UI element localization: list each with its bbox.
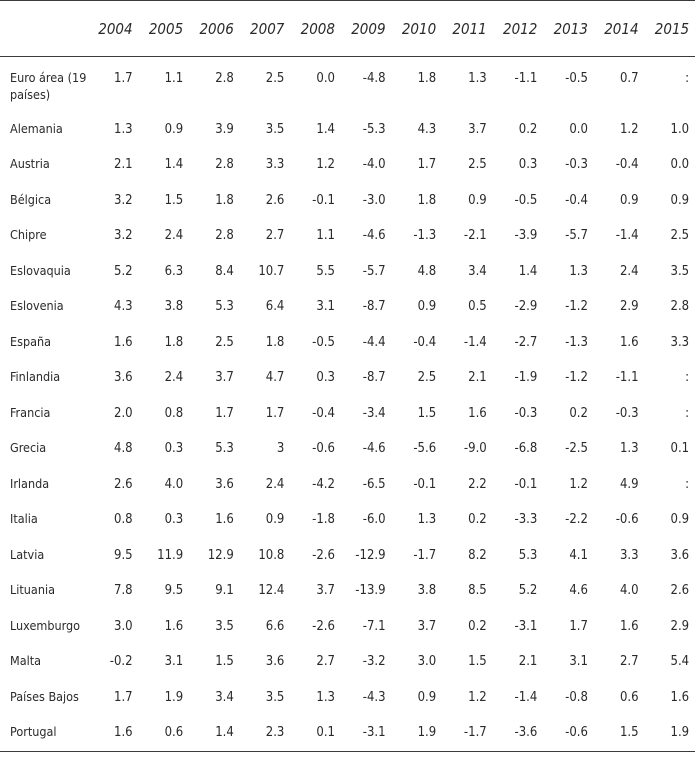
value-cell-2012: 5.3 bbox=[518, 547, 538, 563]
value-cell-2004: 1.6 bbox=[88, 715, 139, 751]
value-cell-2014: 1.2 bbox=[619, 121, 639, 137]
value-cell-2007: 3.5 bbox=[265, 121, 285, 137]
value-cell-2006: 2.5 bbox=[215, 334, 234, 350]
value-cell-2009: -4.8 bbox=[362, 71, 386, 86]
table-row bbox=[0, 538, 695, 574]
value-cell-2007: 1.8 bbox=[265, 334, 285, 350]
value-cell-2006: 12.9 bbox=[207, 547, 234, 563]
value-cell-2006: 2.8 bbox=[215, 157, 234, 172]
country-label: Latvia bbox=[10, 546, 45, 562]
value-cell-2007: 1.7 bbox=[265, 405, 285, 421]
value-cell-2008: 1.4 bbox=[316, 121, 335, 137]
value-cell-2012: -6.8 bbox=[514, 441, 538, 456]
value-cell-2008: 0.1 bbox=[290, 715, 341, 751]
value-cell-2014: 4.0 bbox=[619, 583, 639, 598]
value-cell-2004: 3.2 bbox=[114, 192, 133, 208]
table-row bbox=[0, 183, 695, 219]
value-cell-2011: 8.2 bbox=[468, 547, 487, 563]
value-cell-2015: 0.1 bbox=[670, 441, 690, 456]
value-cell-2011: 1.6 bbox=[468, 405, 487, 421]
value-cell-2011: 1.2 bbox=[468, 689, 487, 705]
value-cell-2007: 4.7 bbox=[265, 370, 285, 385]
value-cell-2010: 0.9 bbox=[417, 689, 437, 705]
value-cell-2009: -4.3 bbox=[362, 689, 386, 705]
value-cell-2010: 3.0 bbox=[417, 654, 437, 669]
value-cell-2005: 3.8 bbox=[164, 299, 184, 314]
table-row bbox=[0, 431, 695, 467]
value-cell-2012: 0.3 bbox=[518, 157, 538, 172]
value-cell-2009: -4.6 bbox=[362, 228, 386, 243]
value-cell-2007: 3.6 bbox=[265, 654, 285, 669]
value-cell-2012: 1.4 bbox=[518, 263, 538, 279]
value-cell-2007: 12.4 bbox=[258, 583, 285, 598]
table-row bbox=[0, 573, 695, 609]
country-label: Euro área (19 países) bbox=[10, 70, 87, 102]
table-row bbox=[0, 644, 695, 680]
year-header-2015: 2015 bbox=[645, 1, 695, 57]
value-cell-2005: 0.6 bbox=[139, 715, 190, 751]
country-label: España bbox=[10, 333, 52, 349]
year-header-2010: 2010 bbox=[392, 1, 443, 57]
value-cell-2015: 1.6 bbox=[670, 689, 690, 705]
value-cell-2014: 1.6 bbox=[619, 618, 639, 634]
country-column-header bbox=[0, 1, 88, 57]
value-cell-2012: -1.4 bbox=[514, 689, 538, 705]
value-cell-2013: 3.1 bbox=[569, 654, 588, 669]
value-cell-2012: -3.9 bbox=[514, 228, 538, 243]
value-cell-2004: 0.8 bbox=[114, 512, 133, 527]
country-label: Finlandia bbox=[10, 369, 61, 384]
value-cell-2008: 3.1 bbox=[316, 299, 335, 314]
value-cell-2008: 3.7 bbox=[316, 583, 335, 598]
value-cell-2006: 3.5 bbox=[215, 618, 234, 634]
value-cell-2015: 3.6 bbox=[670, 547, 690, 563]
value-cell-2006: 1.4 bbox=[189, 715, 240, 751]
value-cell-2006: 5.3 bbox=[215, 299, 234, 314]
value-cell-2004: 2.0 bbox=[114, 405, 133, 421]
value-cell-2008: 0.0 bbox=[316, 71, 335, 86]
value-cell-2005: 9.5 bbox=[164, 583, 184, 598]
value-cell-2013: -1.2 bbox=[565, 370, 588, 385]
value-cell-2011: -1.4 bbox=[463, 334, 487, 350]
value-cell-2005: 1.5 bbox=[164, 192, 184, 208]
country-label: Malta bbox=[10, 653, 42, 668]
value-cell-2004: 1.7 bbox=[114, 689, 133, 705]
value-cell-2011: 2.2 bbox=[468, 476, 487, 492]
value-cell-2009: -3.4 bbox=[362, 405, 386, 421]
year-header-2005: 2005 bbox=[139, 1, 190, 57]
value-cell-2014: 2.7 bbox=[619, 654, 639, 669]
value-cell-2013: -0.6 bbox=[543, 715, 594, 751]
value-cell-2013: 1.3 bbox=[569, 263, 588, 279]
value-cell-2008: 0.3 bbox=[316, 370, 335, 385]
value-cell-2014: -0.3 bbox=[615, 405, 639, 421]
country-label: Austria bbox=[10, 156, 50, 171]
value-cell-2010: -1.3 bbox=[413, 228, 437, 243]
value-cell-2004: 1.3 bbox=[114, 121, 133, 137]
value-cell-2014: -1.1 bbox=[615, 370, 639, 385]
value-cell-2005: 2.4 bbox=[164, 228, 184, 243]
value-cell-2004: 1.6 bbox=[114, 334, 133, 350]
value-cell-2012: -0.3 bbox=[514, 405, 538, 421]
value-cell-2014: 1.5 bbox=[594, 715, 645, 751]
value-cell-2010: 4.3 bbox=[417, 121, 437, 137]
value-cell-2010: 2.5 bbox=[417, 370, 437, 385]
value-cell-2014: 2.4 bbox=[619, 263, 639, 279]
country-label: Irlanda bbox=[10, 475, 50, 491]
table-row bbox=[0, 289, 695, 325]
value-cell-2010: 3.8 bbox=[417, 583, 437, 598]
value-cell-2011: -1.7 bbox=[442, 715, 493, 751]
value-cell-2010: -1.7 bbox=[413, 547, 437, 563]
value-cell-2005: 1.4 bbox=[164, 157, 184, 172]
value-cell-2015: 1.9 bbox=[645, 715, 695, 751]
value-cell-2006: 3.4 bbox=[215, 689, 234, 705]
value-cell-2007: 6.6 bbox=[265, 618, 285, 634]
value-cell-2015: : bbox=[685, 405, 690, 421]
value-cell-2009: -6.5 bbox=[362, 476, 386, 492]
value-cell-2015: 2.5 bbox=[670, 228, 690, 243]
value-cell-2012: -1.9 bbox=[514, 370, 538, 385]
year-header-2008: 2008 bbox=[290, 1, 341, 57]
country-label: Alemania bbox=[10, 120, 63, 136]
value-cell-2011: -9.0 bbox=[463, 441, 487, 456]
value-cell-2013: -0.4 bbox=[565, 192, 588, 208]
value-cell-2007: 3 bbox=[276, 441, 285, 456]
value-cell-2012: -3.1 bbox=[514, 618, 538, 634]
value-cell-2015: 0.9 bbox=[670, 192, 690, 208]
value-cell-2011: 2.1 bbox=[468, 370, 487, 385]
value-cell-2010: -5.6 bbox=[413, 441, 437, 456]
value-cell-2004: 3.6 bbox=[114, 370, 133, 385]
value-cell-2008: 1.3 bbox=[316, 689, 335, 705]
value-cell-2014: 1.3 bbox=[619, 441, 639, 456]
value-cell-2004: 4.3 bbox=[114, 299, 133, 314]
value-cell-2008: 1.2 bbox=[316, 157, 335, 172]
value-cell-2008: 5.5 bbox=[316, 263, 335, 279]
country-label: Bélgica bbox=[10, 191, 52, 207]
year-header-2009: 2009 bbox=[341, 1, 392, 57]
value-cell-2006: 2.8 bbox=[215, 71, 234, 86]
table-row bbox=[0, 360, 695, 396]
value-cell-2007: 2.4 bbox=[265, 476, 285, 492]
value-cell-2011: 0.5 bbox=[468, 299, 487, 314]
value-cell-2004: 2.1 bbox=[114, 157, 133, 172]
country-label: Luxemburgo bbox=[10, 617, 81, 633]
value-cell-2006: 5.3 bbox=[215, 441, 234, 456]
value-cell-2009: -3.2 bbox=[362, 654, 386, 669]
value-cell-2011: 0.9 bbox=[468, 192, 487, 208]
value-cell-2009: -12.9 bbox=[355, 547, 386, 563]
value-cell-2006: 9.1 bbox=[215, 583, 234, 598]
value-cell-2009: -8.7 bbox=[362, 299, 386, 314]
value-cell-2007: 10.8 bbox=[258, 547, 285, 563]
table-row bbox=[0, 218, 695, 254]
value-cell-2008: 2.7 bbox=[316, 654, 335, 669]
value-cell-2013: -5.7 bbox=[565, 228, 588, 243]
year-header-2011: 2011 bbox=[442, 1, 493, 57]
value-cell-2011: 0.2 bbox=[468, 512, 487, 527]
country-label: Portugal bbox=[0, 715, 88, 751]
value-cell-2008: -4.2 bbox=[312, 476, 335, 492]
value-cell-2012: -2.9 bbox=[514, 299, 538, 314]
value-cell-2012: 2.1 bbox=[518, 654, 538, 669]
value-cell-2013: -1.2 bbox=[565, 299, 588, 314]
value-cell-2012: -3.3 bbox=[514, 512, 538, 527]
value-cell-2009: -3.1 bbox=[341, 715, 392, 751]
value-cell-2006: 1.5 bbox=[215, 654, 234, 669]
value-cell-2004: 9.5 bbox=[114, 547, 133, 563]
value-cell-2009: -4.0 bbox=[362, 157, 386, 172]
value-cell-2015: 3.5 bbox=[670, 263, 690, 279]
country-label: Países Bajos bbox=[10, 688, 79, 704]
value-cell-2015: 0.0 bbox=[670, 157, 690, 172]
value-cell-2012: 5.2 bbox=[518, 583, 538, 598]
value-cell-2009: -8.7 bbox=[362, 370, 386, 385]
value-cell-2010: 4.8 bbox=[417, 263, 437, 279]
value-cell-2010: 1.7 bbox=[417, 157, 437, 172]
value-cell-2012: -0.1 bbox=[514, 476, 538, 492]
value-cell-2005: 0.3 bbox=[164, 441, 184, 456]
value-cell-2009: -13.9 bbox=[355, 583, 386, 598]
value-cell-2011: 3.7 bbox=[468, 121, 487, 137]
country-label: Grecia bbox=[10, 440, 47, 455]
value-cell-2011: 8.5 bbox=[468, 583, 487, 598]
value-cell-2012: 0.2 bbox=[518, 121, 538, 137]
value-cell-2005: 11.9 bbox=[157, 547, 184, 563]
value-cell-2008: -0.4 bbox=[312, 405, 335, 421]
value-cell-2005: 3.1 bbox=[164, 654, 184, 669]
value-cell-2008: -0.5 bbox=[312, 334, 335, 350]
value-cell-2006: 1.6 bbox=[215, 512, 234, 527]
value-cell-2006: 1.8 bbox=[215, 192, 234, 208]
value-cell-2007: 0.9 bbox=[265, 512, 285, 527]
value-cell-2011: -2.1 bbox=[463, 228, 487, 243]
value-cell-2014: -1.4 bbox=[615, 228, 639, 243]
value-cell-2004: 3.2 bbox=[114, 228, 133, 243]
table-body bbox=[0, 57, 695, 752]
value-cell-2015: : bbox=[685, 71, 690, 86]
value-cell-2010: 1.8 bbox=[417, 71, 437, 86]
value-cell-2008: -0.1 bbox=[312, 192, 335, 208]
value-cell-2011: 0.2 bbox=[468, 618, 487, 634]
table-row bbox=[0, 715, 695, 751]
value-cell-2013: 4.1 bbox=[569, 547, 588, 563]
value-cell-2005: 0.3 bbox=[164, 512, 184, 527]
value-cell-2005: 1.8 bbox=[164, 334, 184, 350]
value-cell-2009: -4.6 bbox=[362, 441, 386, 456]
year-header-2004: 2004 bbox=[88, 1, 139, 57]
value-cell-2009: -4.4 bbox=[362, 334, 386, 350]
table-row bbox=[0, 112, 695, 148]
value-cell-2009: -5.3 bbox=[362, 121, 386, 137]
value-cell-2006: 3.9 bbox=[215, 121, 234, 137]
value-cell-2013: -0.5 bbox=[565, 71, 588, 86]
value-cell-2014: -0.4 bbox=[615, 157, 639, 172]
year-header-2012: 2012 bbox=[493, 1, 544, 57]
value-cell-2004: -0.2 bbox=[109, 654, 133, 669]
table-row bbox=[0, 396, 695, 432]
country-label: Italia bbox=[10, 511, 38, 526]
value-cell-2009: -7.1 bbox=[362, 618, 386, 634]
value-cell-2015: 2.8 bbox=[670, 299, 690, 314]
value-cell-2013: 0.0 bbox=[569, 121, 588, 137]
value-cell-2012: -3.6 bbox=[493, 715, 544, 751]
value-cell-2013: -2.2 bbox=[565, 512, 588, 527]
value-cell-2010: 1.5 bbox=[417, 405, 437, 421]
value-cell-2005: 1.1 bbox=[164, 71, 184, 86]
value-cell-2007: 10.7 bbox=[258, 263, 285, 279]
value-cell-2015: 5.4 bbox=[670, 654, 690, 669]
value-cell-2010: 1.9 bbox=[392, 715, 443, 751]
value-cell-2006: 3.7 bbox=[215, 370, 234, 385]
value-cell-2011: 3.4 bbox=[468, 263, 487, 279]
value-cell-2010: 3.7 bbox=[417, 618, 437, 634]
value-cell-2015: : bbox=[685, 370, 690, 385]
value-cell-2013: -2.5 bbox=[565, 441, 588, 456]
value-cell-2004: 4.8 bbox=[114, 441, 133, 456]
value-cell-2007: 2.6 bbox=[265, 192, 285, 208]
value-cell-2008: -2.6 bbox=[312, 618, 335, 634]
value-cell-2015: 2.6 bbox=[670, 583, 690, 598]
value-cell-2007: 6.4 bbox=[265, 299, 285, 314]
value-cell-2015: 3.3 bbox=[670, 334, 690, 350]
table-row bbox=[0, 147, 695, 183]
year-header-2007: 2007 bbox=[240, 1, 291, 57]
value-cell-2011: 1.5 bbox=[468, 654, 487, 669]
value-cell-2013: -1.3 bbox=[565, 334, 588, 350]
value-cell-2014: 0.9 bbox=[619, 192, 639, 208]
value-cell-2009: -5.7 bbox=[362, 263, 386, 279]
value-cell-2013: 0.2 bbox=[569, 405, 588, 421]
value-cell-2015: 2.9 bbox=[670, 618, 690, 634]
table-row bbox=[0, 57, 695, 112]
value-cell-2005: 4.0 bbox=[164, 476, 184, 492]
value-cell-2014: 0.7 bbox=[619, 71, 639, 86]
value-cell-2008: 1.1 bbox=[316, 228, 335, 243]
year-header-2013: 2013 bbox=[543, 1, 594, 57]
table-row bbox=[0, 325, 695, 361]
value-cell-2010: -0.1 bbox=[413, 476, 437, 492]
country-label: Chipre bbox=[10, 227, 47, 242]
value-cell-2010: -0.4 bbox=[413, 334, 437, 350]
value-cell-2004: 7.8 bbox=[114, 583, 133, 598]
value-cell-2007: 2.7 bbox=[265, 228, 285, 243]
value-cell-2004: 5.2 bbox=[114, 263, 133, 279]
table-row bbox=[0, 609, 695, 645]
value-cell-2010: 1.3 bbox=[417, 512, 437, 527]
year-header-2014: 2014 bbox=[594, 1, 645, 57]
value-cell-2014: 3.3 bbox=[619, 547, 639, 563]
value-cell-2005: 0.9 bbox=[164, 121, 184, 137]
value-cell-2008: -2.6 bbox=[312, 547, 335, 563]
value-cell-2004: 2.6 bbox=[114, 476, 133, 492]
value-cell-2006: 8.4 bbox=[215, 263, 234, 279]
country-label: Lituania bbox=[10, 582, 55, 597]
value-cell-2005: 1.6 bbox=[164, 618, 184, 634]
value-cell-2014: 1.6 bbox=[619, 334, 639, 350]
value-cell-2013: 1.7 bbox=[569, 618, 588, 634]
value-cell-2012: -2.7 bbox=[514, 334, 538, 350]
value-cell-2006: 3.6 bbox=[215, 476, 234, 492]
header-row bbox=[0, 1, 695, 57]
country-label: Francia bbox=[10, 404, 51, 420]
value-cell-2008: -1.8 bbox=[312, 512, 335, 527]
value-cell-2008: -0.6 bbox=[312, 441, 335, 456]
value-cell-2004: 1.7 bbox=[114, 71, 133, 86]
value-cell-2006: 2.8 bbox=[215, 228, 234, 243]
value-cell-2005: 2.4 bbox=[164, 370, 184, 385]
value-cell-2014: 4.9 bbox=[619, 476, 639, 492]
value-cell-2007: 2.3 bbox=[240, 715, 291, 751]
value-cell-2014: -0.6 bbox=[615, 512, 639, 527]
value-cell-2005: 6.3 bbox=[164, 263, 184, 279]
value-cell-2013: 4.6 bbox=[569, 583, 588, 598]
value-cell-2009: -6.0 bbox=[362, 512, 386, 527]
country-label: Eslovenia bbox=[10, 298, 64, 313]
value-cell-2015: 1.0 bbox=[670, 121, 690, 137]
value-cell-2015: 0.9 bbox=[670, 512, 690, 527]
value-cell-2013: -0.3 bbox=[565, 157, 588, 172]
value-cell-2014: 2.9 bbox=[619, 299, 639, 314]
value-cell-2006: 1.7 bbox=[215, 405, 234, 421]
value-cell-2013: -0.8 bbox=[565, 689, 588, 705]
table-row bbox=[0, 502, 695, 538]
value-cell-2007: 3.5 bbox=[265, 689, 285, 705]
table-header bbox=[0, 1, 695, 57]
value-cell-2015: : bbox=[685, 476, 690, 492]
value-cell-2011: 1.3 bbox=[468, 71, 487, 86]
value-cell-2005: 1.9 bbox=[164, 689, 184, 705]
value-cell-2012: -1.1 bbox=[514, 71, 538, 86]
value-cell-2005: 0.8 bbox=[164, 405, 184, 421]
value-cell-2007: 2.5 bbox=[265, 71, 285, 86]
year-header-2006: 2006 bbox=[189, 1, 240, 57]
value-cell-2010: 0.9 bbox=[417, 299, 437, 314]
table-row bbox=[0, 254, 695, 290]
value-cell-2011: 2.5 bbox=[468, 157, 487, 172]
value-cell-2014: 0.6 bbox=[619, 689, 639, 705]
value-cell-2004: 3.0 bbox=[114, 618, 133, 634]
value-cell-2009: -3.0 bbox=[362, 192, 386, 208]
table-row bbox=[0, 467, 695, 503]
table-row bbox=[0, 680, 695, 716]
value-cell-2007: 3.3 bbox=[265, 157, 285, 172]
value-cell-2013: 1.2 bbox=[569, 476, 588, 492]
value-cell-2010: 1.8 bbox=[417, 192, 437, 208]
country-label: Eslovaquia bbox=[10, 262, 71, 278]
value-cell-2012: -0.5 bbox=[514, 192, 538, 208]
